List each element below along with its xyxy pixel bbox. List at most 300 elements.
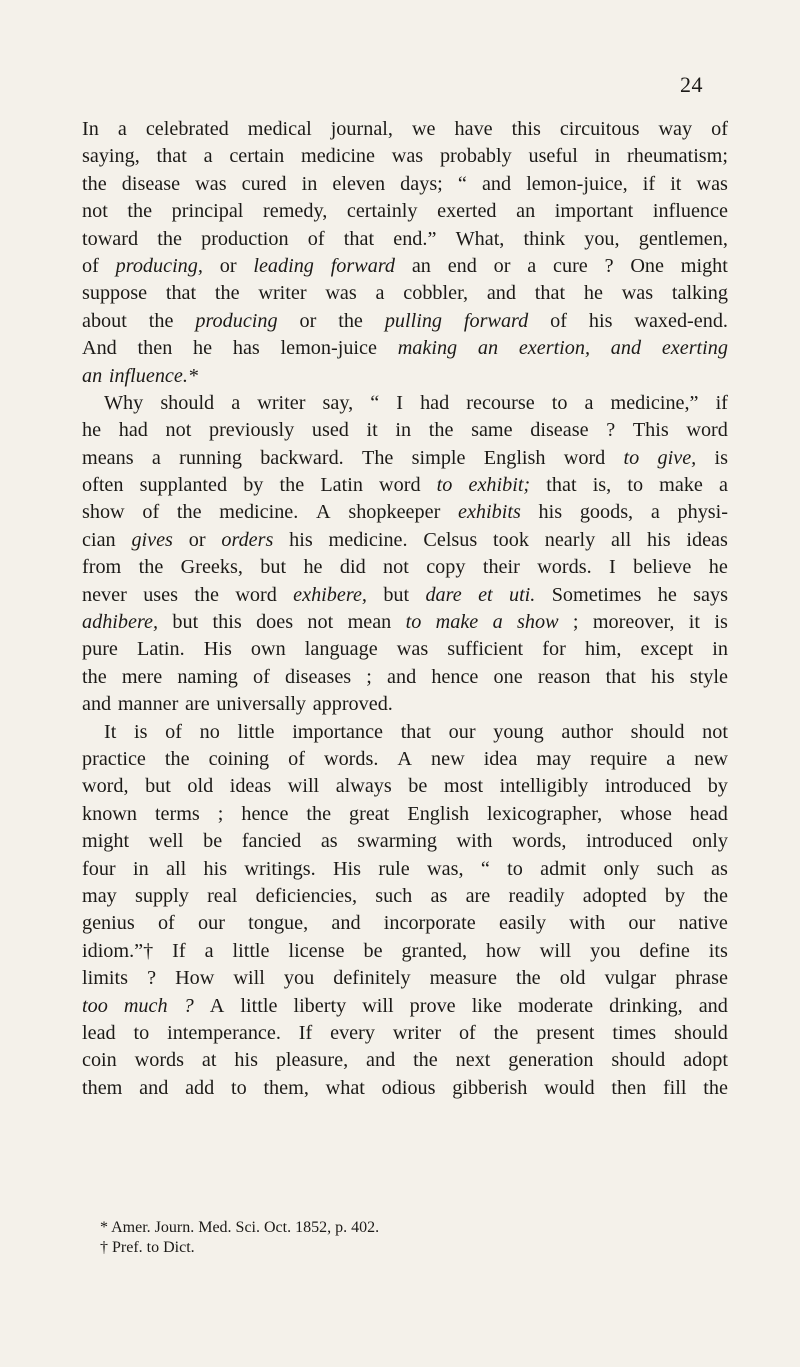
word: making (397, 337, 458, 360)
word: the (127, 200, 153, 223)
word: from (82, 556, 122, 579)
word: never (82, 583, 127, 606)
word: little (232, 939, 270, 962)
word: he (193, 337, 213, 360)
word: no (199, 720, 220, 743)
text-line (82, 993, 728, 1020)
text-line (82, 965, 728, 992)
word: that (343, 227, 375, 250)
word: old (559, 967, 586, 990)
text-line (82, 582, 728, 609)
word: of (82, 254, 99, 277)
word: such (656, 857, 694, 880)
word: does (256, 611, 294, 634)
word: useful (528, 145, 578, 168)
word: his (289, 528, 313, 551)
word: by (243, 474, 264, 497)
word: idiom.”† (82, 939, 154, 962)
word: liberty (293, 994, 347, 1017)
word: be (408, 775, 428, 798)
word: rule (378, 857, 410, 880)
text-line (82, 335, 728, 362)
word: the (82, 172, 107, 195)
word: approved. (312, 693, 393, 716)
word: exerted (437, 200, 497, 223)
word: is (714, 611, 728, 634)
word: writer (258, 282, 307, 305)
word: that (156, 145, 187, 168)
word: medical (247, 118, 312, 140)
word: great (349, 802, 390, 825)
word: word (379, 474, 421, 497)
text-line (82, 143, 728, 170)
word: admit (540, 857, 587, 880)
word: In (82, 118, 99, 140)
word: was (621, 282, 654, 305)
word: a (527, 254, 537, 277)
word: like (471, 994, 502, 1017)
word: to (436, 474, 453, 497)
word: A (209, 994, 225, 1017)
word: words. (324, 747, 379, 770)
text-line (82, 938, 728, 965)
word: medicine (301, 145, 375, 168)
word: ; (572, 611, 579, 634)
word: exhibits (458, 501, 521, 524)
word: them (82, 1076, 123, 1099)
word: moderate (518, 994, 594, 1017)
word: our (628, 912, 656, 935)
word: is, (592, 474, 612, 497)
word: was (325, 282, 357, 305)
word: such (375, 884, 413, 907)
word: sufficient (447, 638, 524, 661)
word: gentlemen, (638, 227, 728, 250)
word: had (420, 391, 450, 414)
word: the (493, 1021, 519, 1044)
word: moreover, (592, 611, 675, 634)
text-line (82, 499, 728, 526)
word: present (536, 1021, 595, 1044)
word: his (588, 309, 613, 332)
word: generation (508, 1049, 594, 1072)
word: His (332, 857, 361, 880)
word: times (612, 1021, 657, 1044)
word: ; (217, 802, 224, 825)
word: this (212, 611, 242, 634)
word: coin (82, 1049, 117, 1072)
word: writer (392, 1021, 442, 1044)
word: add (185, 1076, 215, 1099)
word: make (659, 474, 703, 497)
word: intemperance. (167, 1021, 281, 1044)
word: diseases (284, 665, 352, 688)
word: a (650, 501, 660, 524)
word: his (538, 501, 563, 524)
word: the (176, 501, 202, 524)
word: define (639, 939, 690, 962)
word: naming (177, 665, 238, 688)
word: of (165, 720, 182, 743)
word: as (320, 830, 338, 853)
word: deficiencies, (255, 884, 358, 907)
word: not (702, 720, 728, 743)
word: would (544, 1076, 595, 1099)
word: ? (147, 967, 157, 990)
word: certainly (346, 200, 418, 223)
word: odious (381, 1076, 436, 1099)
word: the (338, 309, 363, 332)
word: vulgar (604, 967, 657, 990)
word: remedy, (263, 200, 328, 223)
word: and (82, 693, 112, 716)
word: but (383, 583, 410, 606)
word: the (148, 309, 174, 332)
word: it (670, 172, 682, 195)
word: should (611, 1049, 666, 1072)
word: word (563, 446, 606, 469)
word: new (694, 747, 728, 770)
word: four (82, 857, 116, 880)
word: orders (221, 528, 274, 551)
word: a (117, 118, 127, 140)
word: disease (121, 172, 181, 195)
word: terms (154, 802, 200, 825)
word: circuitous (559, 118, 640, 140)
word: is (714, 446, 728, 469)
word: shopkeeper (348, 501, 441, 524)
word: and (139, 1076, 169, 1099)
word: has (232, 337, 260, 360)
word: it (366, 419, 378, 442)
word: simple (411, 446, 466, 469)
word: medicine,” (610, 391, 699, 414)
word: a (584, 391, 594, 414)
word: Latin. (136, 638, 185, 661)
word: how (486, 939, 521, 962)
text-line (82, 856, 728, 883)
word: And (82, 337, 117, 360)
word: producing, (115, 254, 203, 277)
word: supply (135, 884, 189, 907)
word: what (325, 1076, 365, 1099)
word: the (413, 1049, 438, 1072)
word: little (240, 994, 278, 1017)
word: a (719, 474, 728, 497)
word: a (492, 611, 503, 634)
word: of (253, 665, 270, 688)
word: writer (257, 391, 306, 414)
word: that (165, 282, 197, 305)
word: readily (508, 884, 565, 907)
word: are (185, 693, 210, 716)
word: require (590, 747, 648, 770)
text-line (82, 664, 728, 691)
word: of (458, 1021, 476, 1044)
word: leading (253, 254, 314, 277)
word: nearly (544, 528, 596, 551)
word: His (203, 638, 232, 661)
word: was (195, 172, 227, 195)
word: that (400, 720, 431, 743)
word: If (298, 1021, 313, 1044)
word: for (542, 638, 566, 661)
word: a (231, 391, 241, 414)
word: saying, (82, 145, 140, 168)
word: ? (183, 994, 194, 1017)
word: he (82, 419, 102, 442)
word: at (201, 1049, 217, 1072)
word: granted, (401, 939, 468, 962)
word: coining (208, 747, 270, 770)
text-line (82, 773, 728, 800)
word: be (363, 939, 383, 962)
text-line (82, 691, 728, 718)
word: to (133, 1021, 150, 1044)
word: the (515, 967, 541, 990)
word: disease (530, 419, 589, 442)
word: one (493, 665, 523, 688)
word: dare (425, 583, 462, 606)
word: our (198, 912, 225, 935)
word: a (666, 747, 676, 770)
word: except (640, 638, 694, 661)
word: and (481, 172, 512, 195)
word: phrase (675, 967, 728, 990)
word: will (233, 967, 265, 990)
word: a (203, 145, 213, 168)
word: word (235, 583, 277, 606)
word: mere (121, 665, 163, 688)
word: might (82, 830, 130, 853)
word: of (142, 501, 160, 524)
word: prove (409, 994, 456, 1017)
word: words. (537, 556, 592, 579)
word: then (137, 337, 173, 360)
word: drinking, (609, 994, 683, 1017)
word: uti. (508, 583, 536, 606)
word: by (707, 775, 728, 798)
word: not (383, 556, 409, 579)
word: ideas (229, 775, 272, 798)
word: next (455, 1049, 491, 1072)
word: and (698, 994, 728, 1017)
word: and (331, 912, 361, 935)
word: that (534, 282, 566, 305)
word: may (82, 884, 117, 907)
word: well (148, 830, 184, 853)
word: Why (104, 391, 144, 414)
word: eleven (332, 172, 386, 195)
word: certain (229, 145, 285, 168)
word: or (188, 528, 206, 551)
word: but (145, 775, 171, 798)
word: of (550, 309, 567, 332)
word: every (330, 1021, 375, 1044)
word: of (711, 118, 728, 140)
word: author (561, 720, 613, 743)
word: ? (606, 419, 616, 442)
word: was (696, 172, 728, 195)
word: talking (671, 282, 728, 305)
word: influence.* (108, 364, 198, 387)
word: most (443, 775, 484, 798)
word: reason (537, 665, 591, 688)
word: was (391, 145, 424, 168)
word: days; (400, 172, 443, 195)
word: idea (483, 747, 518, 770)
word: gibberish (452, 1076, 528, 1099)
word: same (471, 419, 513, 442)
word: cobbler, (403, 282, 469, 305)
word: cured (241, 172, 287, 195)
word: not (307, 611, 334, 634)
word: toward (82, 227, 139, 250)
word: suppose (82, 282, 148, 305)
word: took (493, 528, 529, 551)
word: ideas (686, 528, 728, 551)
word: his (203, 857, 228, 880)
word: limits (82, 967, 128, 990)
text-line (82, 1047, 728, 1074)
word: gives (131, 528, 173, 551)
word: the (703, 1076, 728, 1099)
word: The (362, 446, 394, 469)
word: an (82, 364, 103, 387)
word: writings. (244, 857, 316, 880)
word: little (237, 720, 275, 743)
word: hence (431, 665, 479, 688)
word: he (583, 282, 603, 305)
text-line (82, 253, 728, 280)
word: young (493, 720, 544, 743)
word: fill (662, 1076, 687, 1099)
word: this (511, 118, 541, 140)
word: is (134, 720, 148, 743)
word: probably (439, 145, 512, 168)
word: words (134, 1049, 185, 1072)
word: introduced (604, 775, 692, 798)
word: How (175, 967, 215, 990)
word: not (165, 419, 192, 442)
word: be (203, 830, 223, 853)
word: “ (457, 172, 467, 195)
text-line (82, 746, 728, 773)
word: universally (216, 693, 307, 716)
word: will (539, 939, 572, 962)
word: recourse (466, 391, 535, 414)
word: I (609, 556, 616, 579)
word: native (678, 912, 728, 935)
word: celebrated (145, 118, 229, 140)
word: are (465, 884, 491, 907)
word: I (396, 391, 403, 414)
word: practice (82, 747, 146, 770)
footnote: † Pref. to Dict. (100, 1239, 195, 1256)
word: tongue, (248, 912, 309, 935)
word: will (287, 775, 320, 798)
word: What, (455, 227, 505, 250)
word: believe (633, 556, 692, 579)
word: was (396, 638, 429, 661)
word: real (207, 884, 238, 907)
word: their (482, 556, 520, 579)
word: genius (82, 912, 135, 935)
word: that (605, 665, 636, 688)
word: of (307, 227, 325, 250)
word: license (288, 939, 345, 962)
word: had (118, 419, 148, 442)
word: This (632, 419, 669, 442)
text-line (82, 308, 728, 335)
word: but (172, 611, 199, 634)
word: did (339, 556, 366, 579)
word: exerting (661, 337, 728, 360)
text-line (82, 171, 728, 198)
word: think (523, 227, 566, 250)
word: you (283, 967, 315, 990)
word: words, (512, 830, 567, 853)
text-line (82, 719, 728, 746)
word: old (187, 775, 214, 798)
word: medicine. (328, 528, 408, 551)
word: of (157, 912, 175, 935)
word: copy (426, 556, 466, 579)
word: his (651, 665, 675, 688)
word: show (82, 501, 125, 524)
word: language (304, 638, 378, 661)
word: of (288, 747, 305, 770)
word: with (569, 912, 606, 935)
word: introduced (586, 830, 673, 853)
word: him, (584, 638, 622, 661)
word: way (658, 118, 693, 140)
word: says (693, 583, 728, 606)
word: should (630, 720, 685, 743)
word: pure (82, 638, 118, 661)
word: easily (498, 912, 547, 935)
word: fancied (241, 830, 302, 853)
word: uses (143, 583, 178, 606)
word: give, (657, 446, 697, 469)
word: in (594, 145, 611, 168)
word: he (708, 556, 728, 579)
word: not (82, 200, 108, 223)
word: but (260, 556, 287, 579)
text-line (82, 363, 728, 390)
word: cian (82, 528, 116, 551)
text-line (82, 280, 728, 307)
word: then (611, 1076, 647, 1099)
word: the (306, 802, 332, 825)
word: used (311, 419, 349, 442)
word: may (536, 747, 572, 770)
word: an (477, 337, 499, 360)
word: was, (427, 857, 464, 880)
text-line (82, 554, 728, 581)
word: new (431, 747, 465, 770)
word: lexicographer, (487, 802, 603, 825)
word: ; (366, 665, 372, 688)
word: should (674, 1021, 728, 1044)
text-line (82, 226, 728, 253)
word: measure (429, 967, 497, 990)
footnotes (100, 1218, 720, 1258)
word: them, (263, 1076, 309, 1099)
word: in (712, 638, 728, 661)
word: or (299, 309, 317, 332)
word: principal (171, 200, 244, 223)
